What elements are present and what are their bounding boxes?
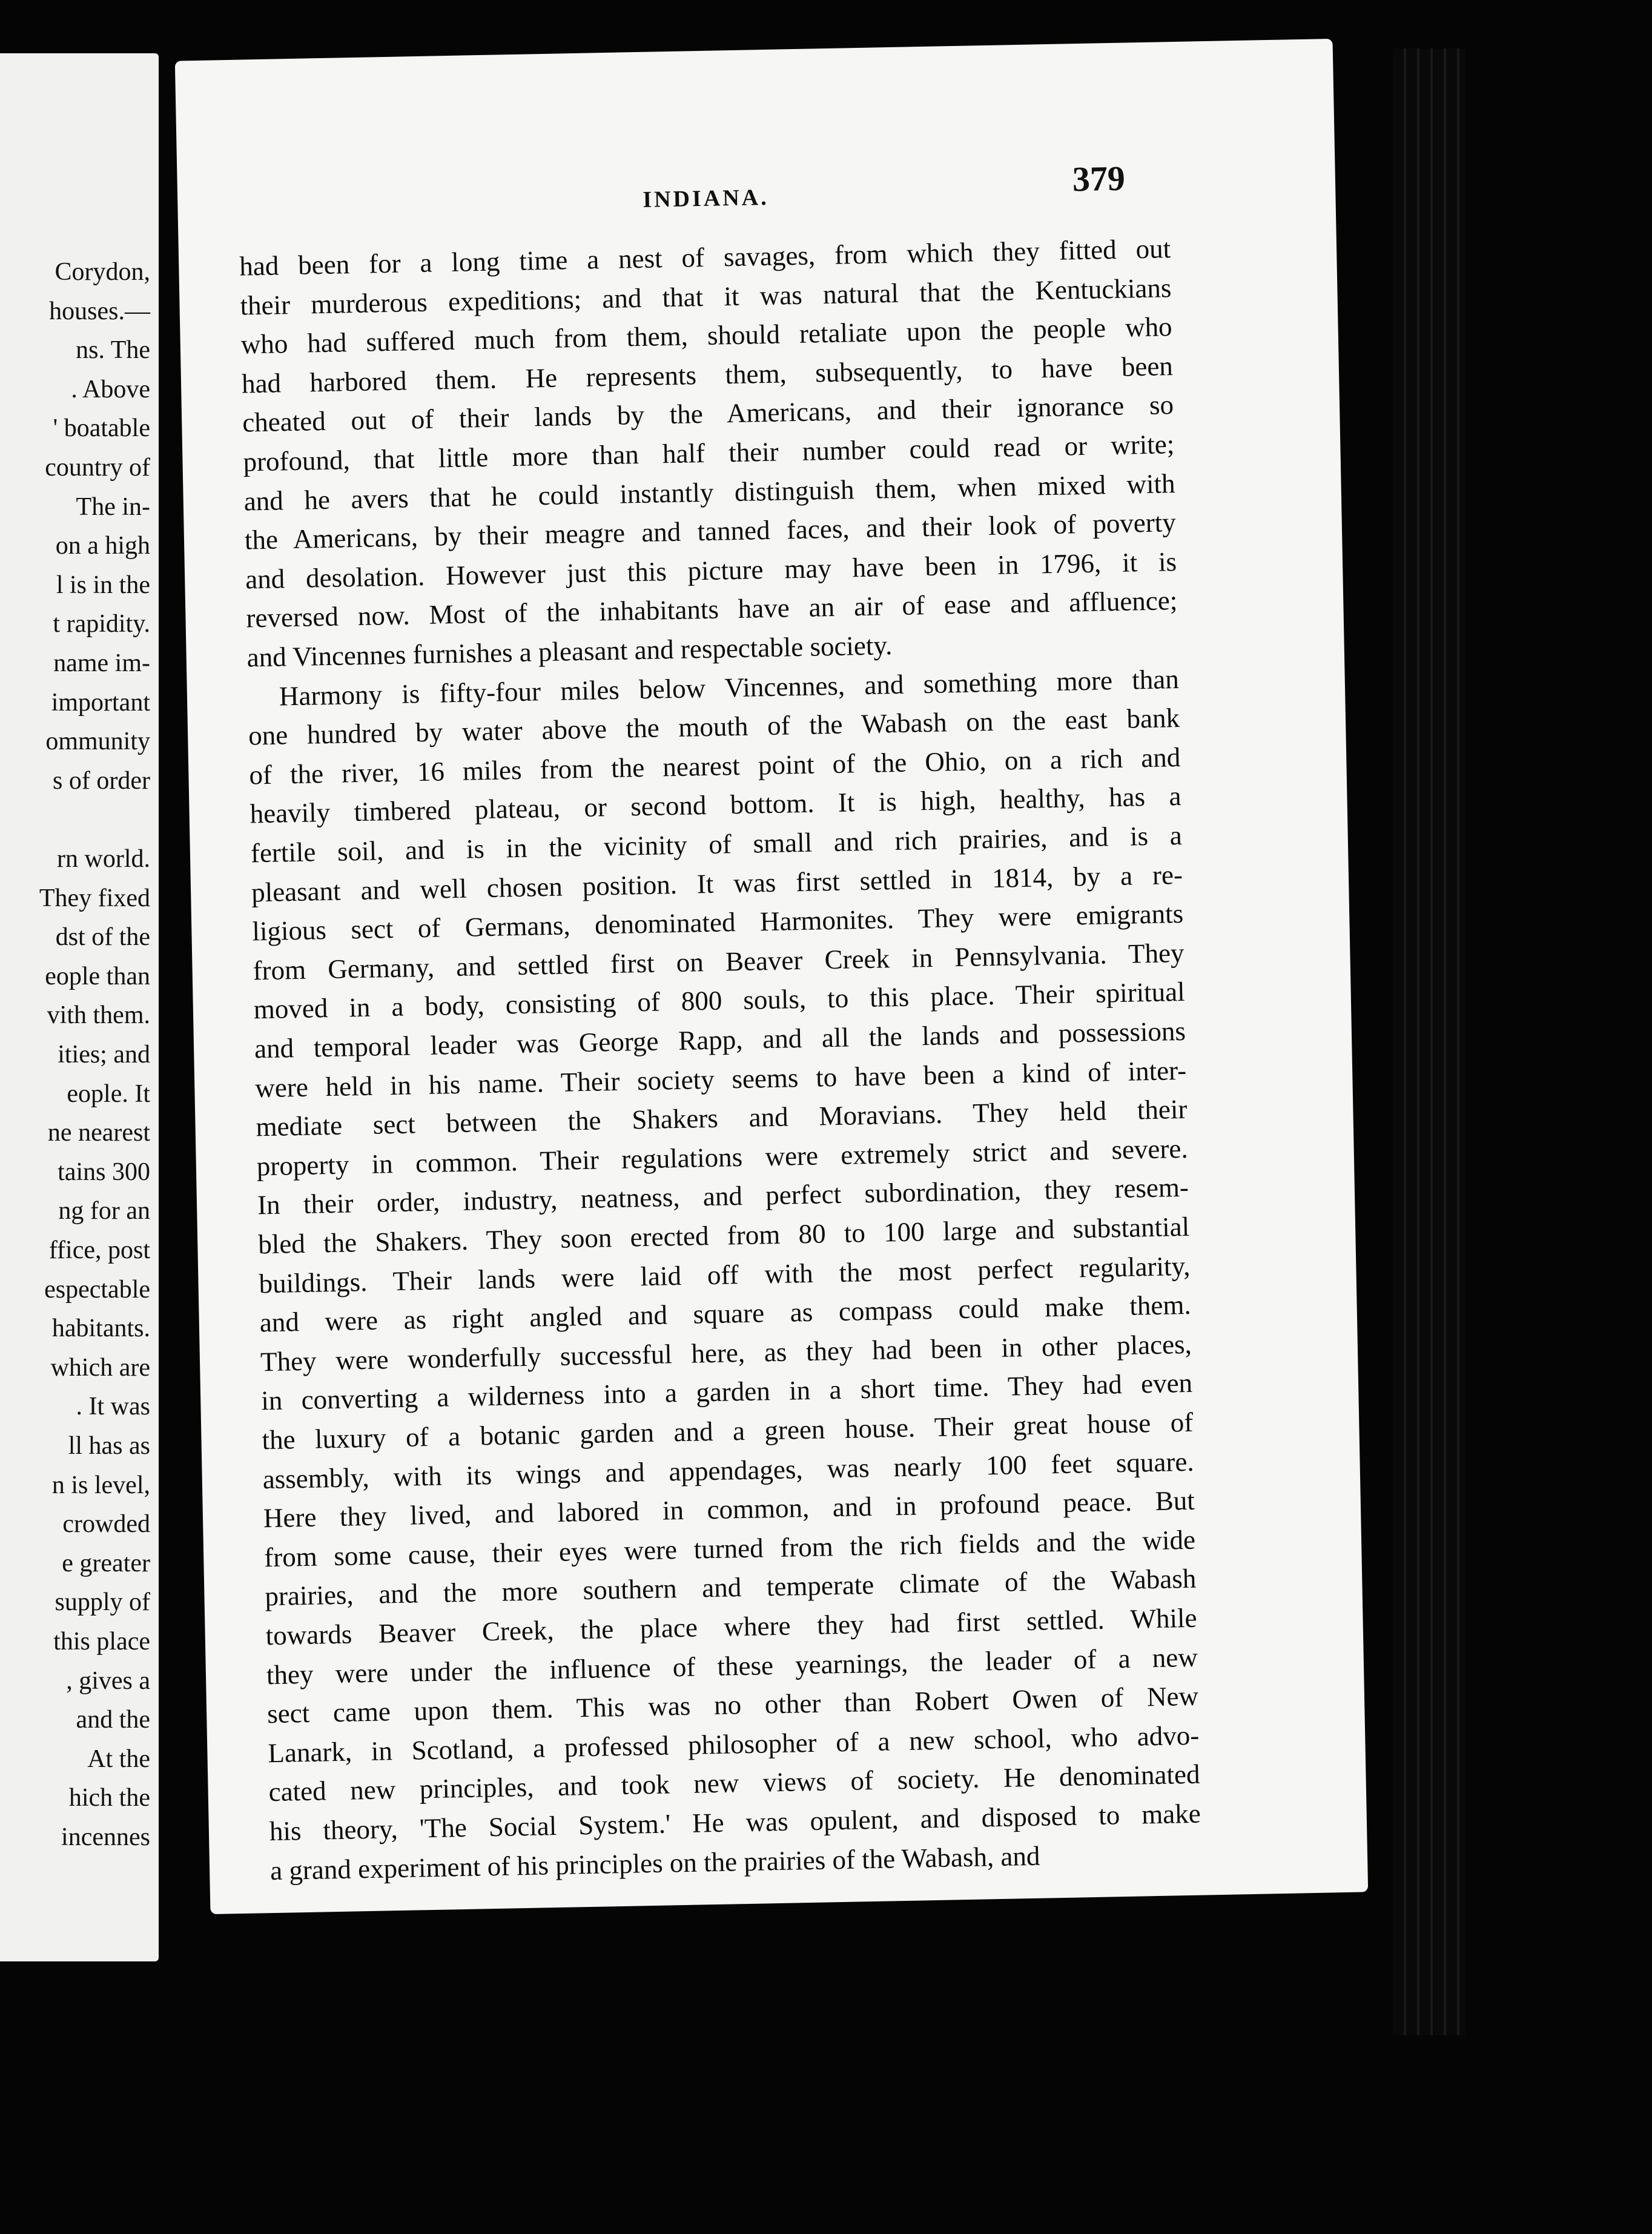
body-text-line: reversed now. Most of the inhabitants have an air of ease and affluence; bbox=[246, 585, 1178, 634]
left-text-line: supply of bbox=[55, 1588, 150, 1617]
body-text-line: and Vincennes furnishes a pleasant and respectable society. bbox=[246, 630, 893, 673]
left-text-line: name im- bbox=[53, 649, 150, 677]
body-text-line: Here they lived, and labored in common, and in profound peace. But bbox=[263, 1485, 1195, 1534]
body-text-line: in converting a wilderness into a garden in a short time. They had even bbox=[260, 1368, 1193, 1416]
left-text-line: n is level, bbox=[51, 1471, 150, 1499]
left-text-line: . Above bbox=[71, 375, 150, 403]
left-text-line: Corydon, bbox=[55, 258, 150, 286]
left-text-line: tains 300 bbox=[58, 1158, 150, 1186]
left-text-line: ities; and bbox=[58, 1041, 150, 1069]
body-text-line: and he avers that he could instantly distinguish them, when mixed with bbox=[243, 468, 1175, 517]
left-text-line: ne nearest bbox=[47, 1119, 150, 1147]
body-text-line: ligious sect of Germans, denominated Harmonites. They were emigrants bbox=[251, 898, 1184, 947]
body-text-line: from some cause, their eyes were turned from the rich fields and the wide bbox=[263, 1524, 1196, 1573]
left-text-line: vith them. bbox=[47, 1001, 150, 1030]
body-text-line: sect came upon them. This was no other than Robert Owen of New bbox=[266, 1680, 1199, 1729]
left-text-line: eople than bbox=[45, 962, 150, 990]
left-text-line: ' boatable bbox=[53, 414, 150, 443]
body-text-line: the Americans, by their meagre and tanned faces, and their look of poverty bbox=[244, 507, 1177, 555]
body-text-line: his theory, 'The Social System.' He was opulent, and disposed to make bbox=[269, 1798, 1201, 1847]
left-text-line: country of bbox=[45, 454, 150, 482]
left-text-line: habitants. bbox=[51, 1314, 150, 1343]
body-text-line: Harmony is fifty-four miles below Vincennes, and something more than bbox=[279, 663, 1180, 712]
body-text-line: of the river, 16 miles from the nearest point of the Ohio, on a rich and bbox=[248, 741, 1181, 791]
left-text-line: The in- bbox=[76, 492, 150, 521]
left-text-line: incennes bbox=[61, 1823, 150, 1851]
left-text-line: dst of the bbox=[55, 923, 150, 952]
body-text-line: a grand experiment of his principles on the prairies of the Wabash, and bbox=[269, 1840, 1040, 1886]
body-text-line: had been for a long time a nest of savages, from which they fitted out bbox=[239, 233, 1171, 282]
left-text-line: and the bbox=[76, 1706, 150, 1734]
body-text-line: property in common. Their regulations were extremely strict and severe. bbox=[256, 1133, 1189, 1182]
body-text-line: towards Beaver Creek, the place where they had first settled. While bbox=[265, 1602, 1197, 1651]
body-text-line: Lanark, in Scotland, a professed philosopher of a new school, who advo- bbox=[267, 1720, 1200, 1768]
body-text-line: cheated out of their lands by the Americans, and their ignorance so bbox=[242, 389, 1174, 438]
body-text-line: fertile soil, and is in the vicinity of small and rich prairies, and is a bbox=[250, 820, 1183, 869]
left-text-line: ng for an bbox=[58, 1197, 150, 1225]
left-text-line: which are bbox=[50, 1353, 150, 1382]
left-text-line: houses.— bbox=[49, 297, 150, 325]
left-text-line: ns. The bbox=[76, 336, 150, 365]
left-text-line: ffice, post bbox=[48, 1236, 150, 1264]
left-text-line: rn world. bbox=[57, 845, 150, 873]
left-text-line: s of order bbox=[53, 766, 150, 795]
body-text-line: their murderous expeditions; and that it was natural that the Kentuckians bbox=[240, 272, 1172, 321]
body-text-line: In their order, industry, neatness, and perfect subordination, they resem- bbox=[257, 1172, 1189, 1221]
body-text-line: profound, that little more than half their number could read or write; bbox=[243, 429, 1175, 477]
body-text-line: buildings. Their lands were laid off with the most perfect regularity, bbox=[259, 1250, 1191, 1299]
body-text-line: and were as right angled and square as compass could make them. bbox=[259, 1289, 1192, 1338]
left-text-line: . It was bbox=[76, 1393, 150, 1421]
left-text-line: They fixed bbox=[39, 884, 150, 912]
body-text-line: and desolation. However just this picture may have been in 1796, it is bbox=[245, 546, 1177, 595]
left-text-line: l is in the bbox=[56, 571, 150, 599]
left-text-line: eople. It bbox=[67, 1079, 150, 1108]
right-page bbox=[175, 39, 1368, 1914]
page-edge bbox=[1393, 48, 1465, 2035]
body-text-line: who had suffered much from them, should retaliate upon the people who bbox=[240, 311, 1173, 360]
body-text-line: bled the Shakers. They soon erected from 80 to 100 large and substantial bbox=[257, 1211, 1190, 1260]
left-text-line: crowded bbox=[62, 1510, 150, 1539]
body-text-line: They were wonderfully successful here, as they had been in other places, bbox=[260, 1328, 1192, 1377]
left-text-line: ommunity bbox=[45, 728, 150, 756]
left-text-line: espectable bbox=[44, 1275, 150, 1304]
left-text-line: ll has as bbox=[68, 1432, 150, 1460]
body-text-line: one hundred by water above the mouth of the Wabash on the east bank bbox=[248, 703, 1180, 751]
body-text-line: they were under the influence of these yearnings, the leader of a new bbox=[266, 1642, 1198, 1690]
body-text-line: cated new principles, and took new views of society. He denominated bbox=[268, 1759, 1200, 1808]
left-text-line: e greater bbox=[62, 1549, 150, 1577]
body-text-line: and temporal leader was George Rapp, and all the lands and possessions bbox=[254, 1015, 1186, 1064]
body-text-line: heavily timbered plateau, or second bottom. It is high, healthy, has a bbox=[249, 781, 1181, 829]
body-text-line: prairies, and the more southern and temperate climate of the Wabash bbox=[265, 1563, 1197, 1612]
left-text-line: hich the bbox=[68, 1784, 150, 1812]
body-text-line: moved in a body, consisting of 800 souls, to this place. Their spiritual bbox=[253, 976, 1186, 1025]
left-page-fragment bbox=[0, 53, 159, 1961]
running-head: INDIANA. bbox=[642, 184, 770, 213]
body-text-line: mediate sect between the Shakers and Moravians. They held their bbox=[256, 1094, 1188, 1142]
body-text-line: were held in his name. Their society seems to have been a kind of inter- bbox=[254, 1055, 1187, 1103]
body-text-line: assembly, with its wings and appendages, was nearly 100 feet square. bbox=[262, 1446, 1194, 1494]
body-text-line: pleasant and well chosen position. It was first settled in 1814, by a re- bbox=[251, 859, 1183, 908]
left-text-line: on a high bbox=[55, 532, 150, 560]
left-text-line: important bbox=[51, 688, 150, 717]
left-text-line: t rapidity. bbox=[53, 610, 150, 638]
body-text-line: the luxury of a botanic garden and a green house. Their great house of bbox=[262, 1407, 1194, 1456]
page-number: 379 bbox=[1072, 158, 1126, 199]
left-text-line: this place bbox=[53, 1628, 150, 1656]
left-text-line: At the bbox=[87, 1745, 150, 1773]
body-text-line: from Germany, and settled first on Beaver Creek in Pennsylvania. They bbox=[253, 937, 1184, 986]
body-text-line: had harbored them. He represents them, subsequently, to have been bbox=[241, 350, 1174, 399]
left-text-line: , gives a bbox=[66, 1666, 150, 1695]
